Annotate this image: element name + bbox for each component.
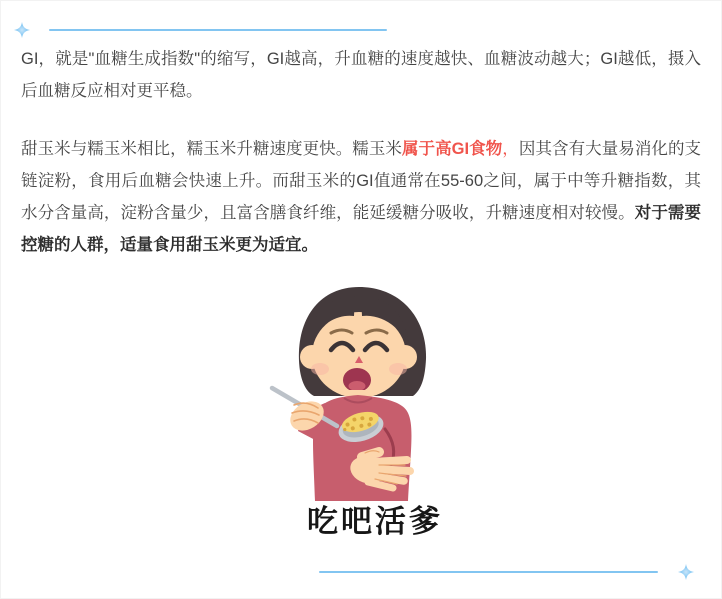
blush [311,363,329,375]
woman-eating-corn-icon [267,285,427,503]
bottom-divider [319,564,694,580]
text-segment: 甜玉米与糯玉米相比，糯玉米升糖速度更快。糯玉米 [21,140,402,158]
text-segment: 因其含有大量易消化的支链淀粉，食用后血糖会快速上升。而甜玉米的GI值通常在55-60之间，属于中等升糖指数，其水分含量高，淀粉含量少，且富含膳食纤维，能延缓糖分吸收，升糖速度相对较慢。 [21,140,702,222]
sparkle-icon [14,22,30,38]
top-divider [14,22,387,38]
paragraph-corn-comparison [21,133,701,261]
paragraph-gi-definition [21,43,701,107]
woman-eating-illustration [267,285,427,503]
illustration-caption: 吃吧活爹 [307,504,443,539]
highlighted-comma: ， [502,140,519,158]
text-segment: GI，就是"血糖生成指数"的缩写，GI越高，升血糖的速度越快、血糖波动越大；GI越低，摄入后血糖反应相对更平稳。 [21,50,701,100]
sparkle-icon [678,564,694,580]
divider-line [319,571,658,573]
blush [389,363,407,375]
open-mouth [343,368,371,392]
divider-line [49,29,387,31]
highlighted-text-high-gi: 属于高GI食物 [401,140,503,158]
bold-advice-text: 对于需要控糖的人群，适量食用甜玉米更为适宜。 [21,204,702,254]
